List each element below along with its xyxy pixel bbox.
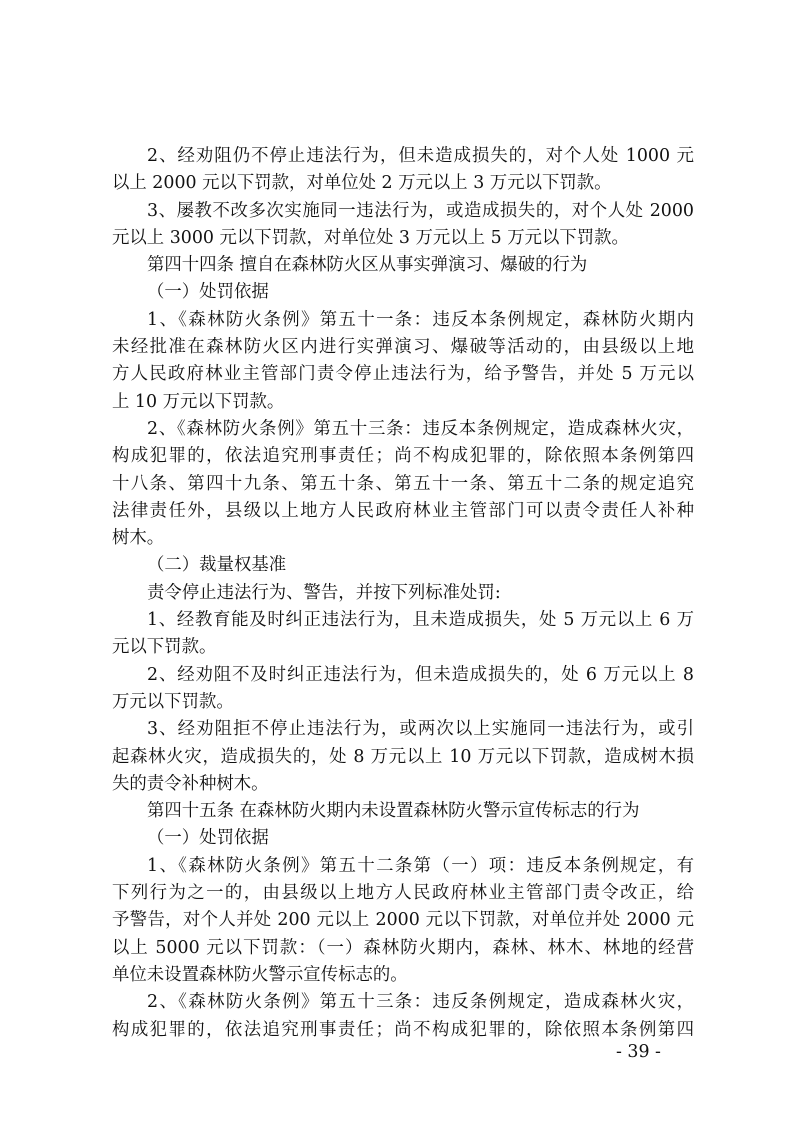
text-line: 失的责令补种树木。 — [112, 773, 269, 794]
text-line: 构成犯罪的，依法追究刑事责任；尚不构成犯罪的，除依照本条例第四 — [112, 446, 694, 467]
text-line: 以上 2000 元以下罚款，对单位处 2 万元以上 3 万元以下罚款。 — [112, 173, 612, 194]
text-line: 十八条、第四十九条、第五十条、第五十一条、第五十二条的规定追究 — [112, 473, 694, 494]
text-line: 以上 5000 元以下罚款：（一）森林防火期内，森林、林木、林地的经营 — [112, 937, 694, 958]
text-line: （一）处罚依据 — [147, 828, 269, 849]
text-line: 2、《森林防火条例》第五十三条：违反本条例规定，造成森林火灾， — [147, 418, 694, 439]
text-line: （一）处罚依据 — [147, 282, 269, 303]
text-line: 2、《森林防火条例》第五十三条：违反条例规定，造成森林火灾， — [147, 992, 694, 1013]
text-line: 元以上 3000 元以下罚款，对单位处 3 万元以上 5 万元以下罚款。 — [112, 227, 629, 248]
text-line: 责令停止违法行为、警告，并按下列标准处罚: — [147, 582, 501, 603]
text-line: 2、经劝阻不及时纠正违法行为，但未造成损失的，处 6 万元以上 8 — [147, 664, 694, 685]
text-line: 方人民政府林业主管部门责令停止违法行为，给予警告，并处 5 万元以 — [112, 364, 694, 385]
text-line: 1、经教育能及时纠正违法行为，且未造成损失，处 5 万元以上 6 万 — [147, 610, 694, 631]
text-line: 第四十四条 擅自在森林防火区从事实弹演习、爆破的行为 — [147, 255, 588, 276]
text-line: 单位未设置森林防火警示宣传标志的。 — [112, 964, 408, 985]
page-number: - 39 - — [616, 1042, 661, 1062]
text-line: 上 10 万元以下罚款。 — [112, 391, 285, 412]
text-line: 下列行为之一的，由县级以上地方人民政府林业主管部门责令改正，给 — [112, 883, 694, 904]
text-line: 1、《森林防火条例》第五十二条第（一）项：违反本条例规定，有 — [147, 855, 694, 876]
text-line: 树木。 — [112, 528, 165, 549]
text-line: 元以下罚款。 — [112, 637, 217, 658]
text-line: 法律责任外，县级以上地方人民政府林业主管部门可以责令责任人补种 — [112, 500, 694, 521]
text-line: 3、经劝阻拒不停止违法行为，或两次以上实施同一违法行为，或引 — [147, 719, 694, 740]
text-line: （二）裁量权基准 — [147, 555, 287, 576]
text-line: 3、屡教不改多次实施同一违法行为，或造成损失的，对个人处 2000 — [147, 200, 694, 221]
text-line: 2、经劝阻仍不停止违法行为，但未造成损失的，对个人处 1000 元 — [147, 146, 694, 166]
text-line: 未经批准在森林防火区内进行实弹演习、爆破等活动的，由县级以上地 — [112, 337, 694, 358]
text-line: 1、《森林防火条例》第五十一条：违反本条例规定，森林防火期内 — [147, 309, 694, 330]
text-line: 起森林火灾，造成损失的，处 8 万元以上 10 万元以下罚款，造成树木损 — [112, 746, 694, 767]
text-line: 予警告，对个人并处 200 元以上 2000 元以下罚款，对单位并处 2000 元 — [112, 910, 694, 931]
text-line: 万元以下罚款。 — [112, 691, 234, 712]
text-line: 构成犯罪的，依法追究刑事责任；尚不构成犯罪的，除依照本条例第四 — [112, 1019, 694, 1040]
text-line: 第四十五条 在森林防火期内未设置森林防火警示宣传标志的行为 — [147, 801, 640, 822]
document-body — [112, 143, 694, 1044]
